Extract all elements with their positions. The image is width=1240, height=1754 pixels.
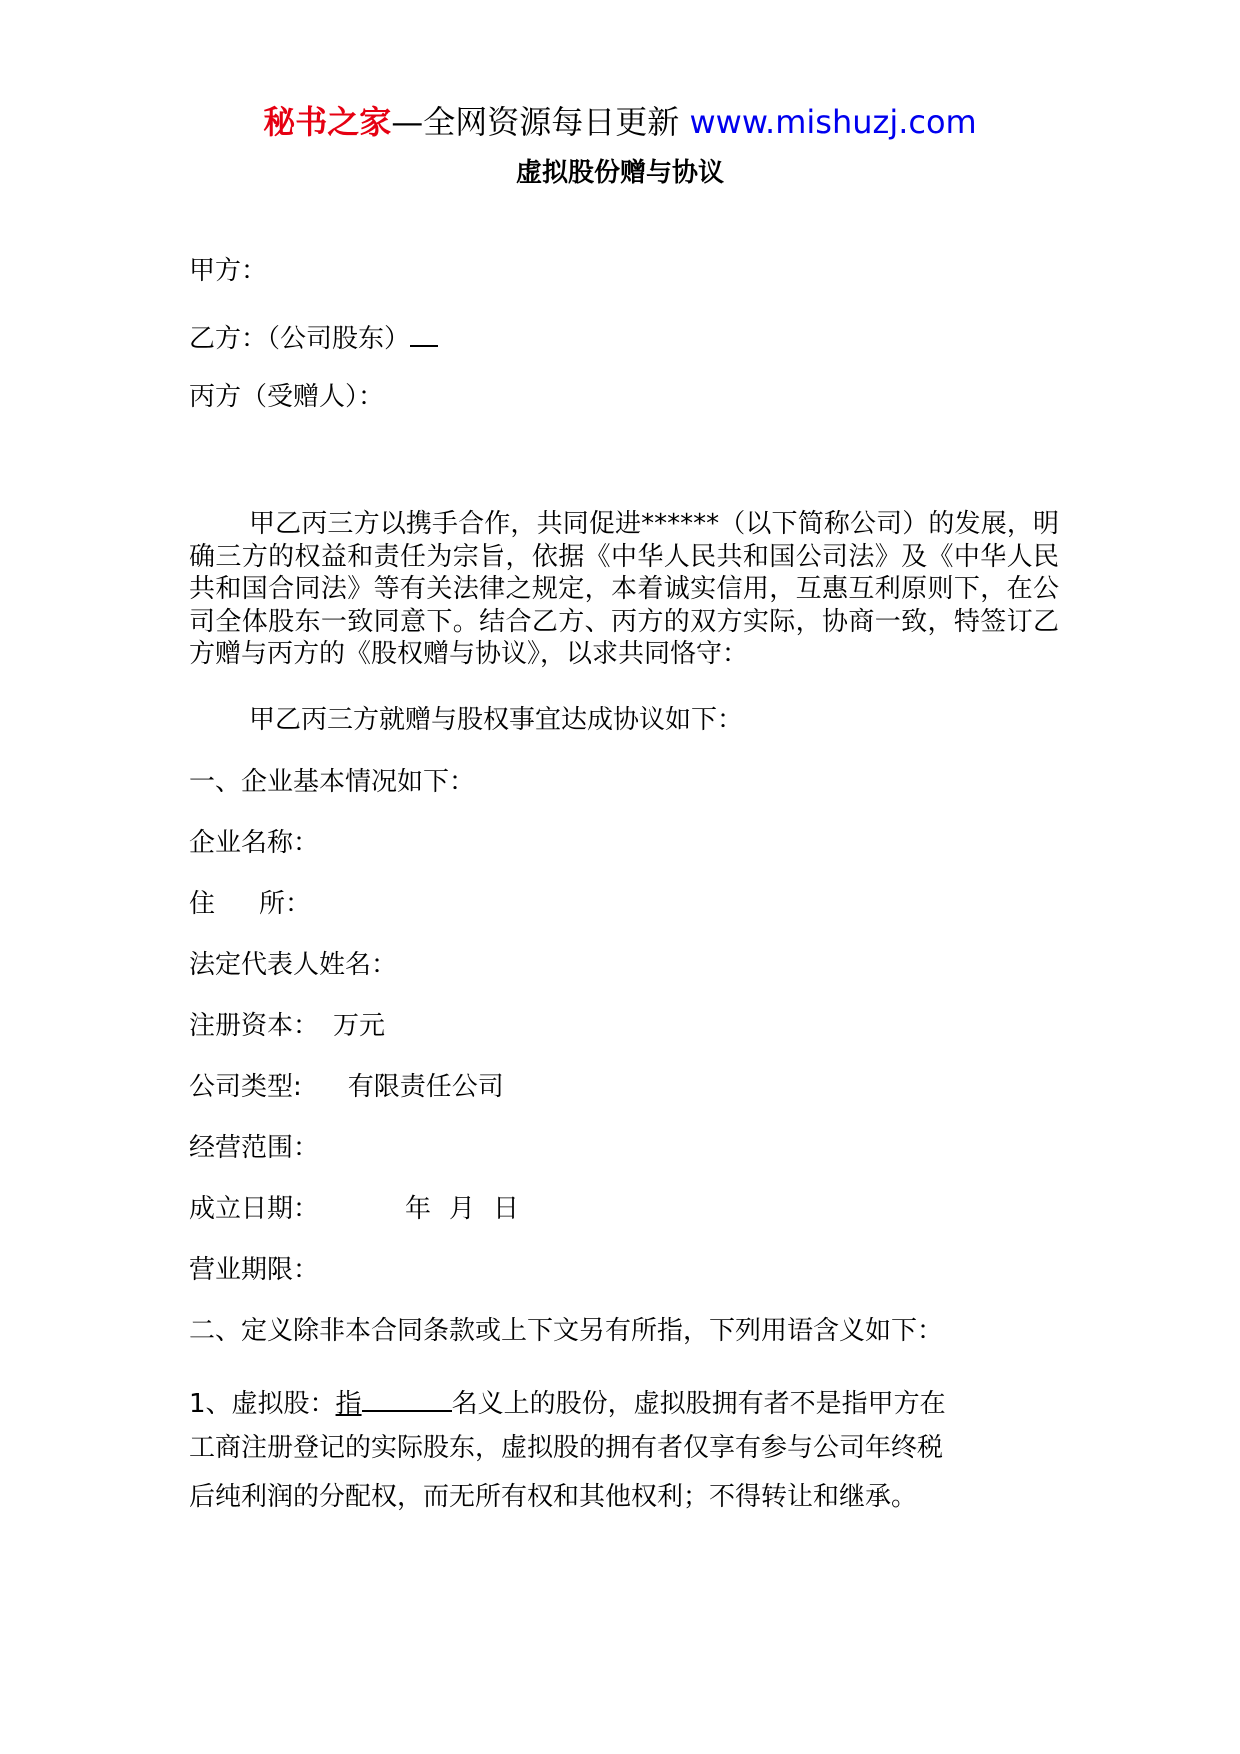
company-name-label: 企业名称： [189,828,320,858]
definition-item-1-underlined: 指 [335,1389,362,1419]
legal-rep-line [189,948,397,982]
section2-heading: 二、定义除非本合同条款或上下文另有所指，下列用语含义如下： [189,1316,944,1346]
header-tagline: —全网资源每日更新 [391,103,690,141]
agreement-line: 甲乙丙三方就赠与股权事宜达成协议如下： [249,705,744,735]
founding-date-line [189,1192,519,1226]
business-scope-line [189,1131,319,1165]
section1-heading: 一、企业基本情况如下： [189,767,476,797]
founding-date-label: 成立日期： [189,1194,320,1224]
party-a-label: 甲方： [189,256,268,286]
definition-item-1-prefix: 1、虚拟股： [189,1389,336,1419]
founding-date-month: 月 [449,1194,476,1224]
capital-line [189,1009,385,1043]
site-url-link[interactable]: www.mishuzj.com [689,103,977,141]
party-b-label: 乙方：（公司股东） [189,324,411,354]
party-c-line [189,380,384,414]
party-c-label: 丙方（受赠人）： [189,382,385,412]
site-header [0,102,1240,142]
business-term-line [189,1253,319,1287]
party-b-blank [410,317,438,347]
intro-paragraph: 甲乙丙三方以携手合作，共同促进******（以下简称公司）的发展，明确三方的权益和责任为宗旨，依据《中华人民共和国公司法》及《中华人民共和国合同法》等有关法律之规定，本着诚实信用，互惠互利原则下，在公司全体股东一致同意下。结合乙方、丙方的双方实际，协商一致，特签订乙方赠与丙方的《股权赠与协议》，以求共同恪守： [189,509,1059,669]
definition-item-1-line-2: 工商注册登记的实际股东，虚拟股的拥有者仅享有参与公司年终税 [189,1433,944,1463]
company-type-value: 有限责任公司 [347,1072,504,1102]
definition-item-1-rest: 名义上的股份，虚拟股拥有者不是指甲方在 [451,1389,946,1419]
party-b-line [189,317,438,356]
capital-value: 万元 [333,1011,386,1041]
business-scope-label: 经营范围： [189,1133,320,1163]
founding-date-year: 年 [405,1194,432,1224]
business-term-label: 营业期限： [189,1255,320,1285]
definition-item-1-line-3: 后纯利润的分配权，而无所有权和其他权利；不得转让和继承。 [189,1482,918,1512]
company-type-label: 公司类型: [189,1072,302,1102]
company-name-line [189,826,319,860]
capital-label: 注册资本： [189,1011,320,1041]
address-line [189,887,311,921]
address-label-first: 住 [189,889,216,919]
definition-item-1-line-1 [189,1382,946,1421]
address-label-second: 所： [259,889,312,919]
document-title: 虚拟股份赠与协议 [515,158,724,188]
party-a-line [189,254,267,288]
company-type-line [189,1070,504,1104]
brand-name: 秘书之家 [263,103,392,141]
founding-date-day: 日 [493,1194,520,1224]
legal-rep-label: 法定代表人姓名： [189,950,398,980]
definition-item-1-blank [362,1382,452,1412]
